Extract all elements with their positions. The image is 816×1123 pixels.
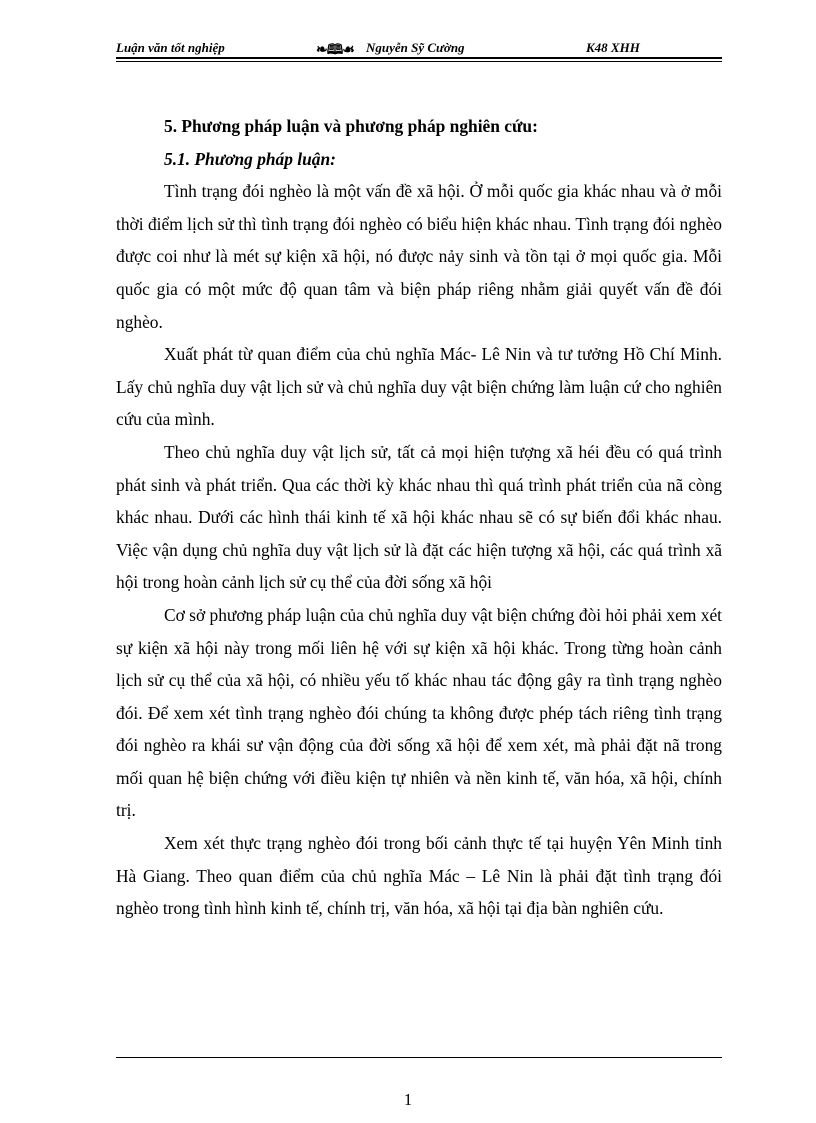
section-heading: 5. Phương pháp luận và phương pháp nghiên cứu:: [164, 116, 538, 136]
paragraph: Tình trạng đói nghèo là một vấn đề xã hội. Ở mỗi quốc gia khác nhau và ở mỗi thời điểm lịch sử thì tình trạng đói nghèo có biểu hiện khác nhau. Tình trạng đói nghèo được coi như là mét sự kiện xã hội, nó được nảy sinh và tồn tại ở mọi quốc gia. Mỗi quốc gia có một mức độ quan tâm và biện pháp riêng nhằm giải quyết vấn đề đói nghèo.: [116, 181, 722, 332]
subsection-heading: 5.1. Phương pháp luận:: [164, 148, 336, 169]
header-title: Luận văn tốt nghiệp: [116, 40, 225, 55]
paragraph: Cơ sở phương pháp luận của chủ nghĩa duy vật biện chứng đòi hỏi phải xem xét sự kiện xã hội này trong mối liên hệ với sự kiện xã hội khác. Trong từng hoàn cảnh lịch sử cụ thể của xã hội, có nhiều yếu tố khác nhau tác động gây ra tình trạng nghèo đói. Để xem xét tình trạng nghèo đói chúng ta không được phép tách riêng tình trạng đói nghèo ra khái sư vận động của đời sống xã hội để xem xét, mà phải đặt nã trong mối quan hệ biện chứng với điều kiện tự nhiên và nền kinh tế, văn hóa, xã hội, chính trị.: [116, 604, 722, 821]
footer-divider: [116, 1057, 722, 1058]
header-class: K48 XHH: [586, 40, 640, 55]
header-divider: [116, 57, 722, 62]
book-ornament-icon: ❧🕮☙: [316, 43, 354, 58]
header-author: Nguyễn Sỹ Cường: [366, 40, 465, 55]
paragraph: Xem xét thực trạng nghèo đói trong bối cảnh thực tế tại huyện Yên Minh tỉnh Hà Giang. Theo quan điểm của chủ nghĩa Mác – Lê Nin là phải đặt tình trạng đói nghèo trong tình hình kinh tế, chính trị, văn hóa, xã hội tại địa bàn nghiên cứu.: [116, 833, 722, 919]
page-number: 1: [403, 1090, 413, 1109]
paragraph: Theo chủ nghĩa duy vật lịch sử, tất cả mọi hiện tượng xã héi đều có quá trình phát sinh và phát triển. Qua các thời kỳ khác nhau thì quá trình phát triển của nã còng khác nhau. Dưới các hình thái kinh tế xã hội khác nhau sẽ có sự biến đổi khác nhau. Việc vận dụng chủ nghĩa duy vật lịch sử là đặt các hiện tượng xã hội, các quá trình xã hội trong hoàn cảnh lịch sử cụ thể của đời sống xã hội: [116, 441, 722, 593]
paragraph: Xuất phát từ quan điểm của chủ nghĩa Mác- Lê Nin và tư tưởng Hồ Chí Minh. Lấy chủ nghĩa duy vật lịch sử và chủ nghĩa duy vật biện chứng làm luận cứ cho nghiên cứu của mình.: [116, 344, 722, 430]
document-body: [116, 110, 722, 925]
